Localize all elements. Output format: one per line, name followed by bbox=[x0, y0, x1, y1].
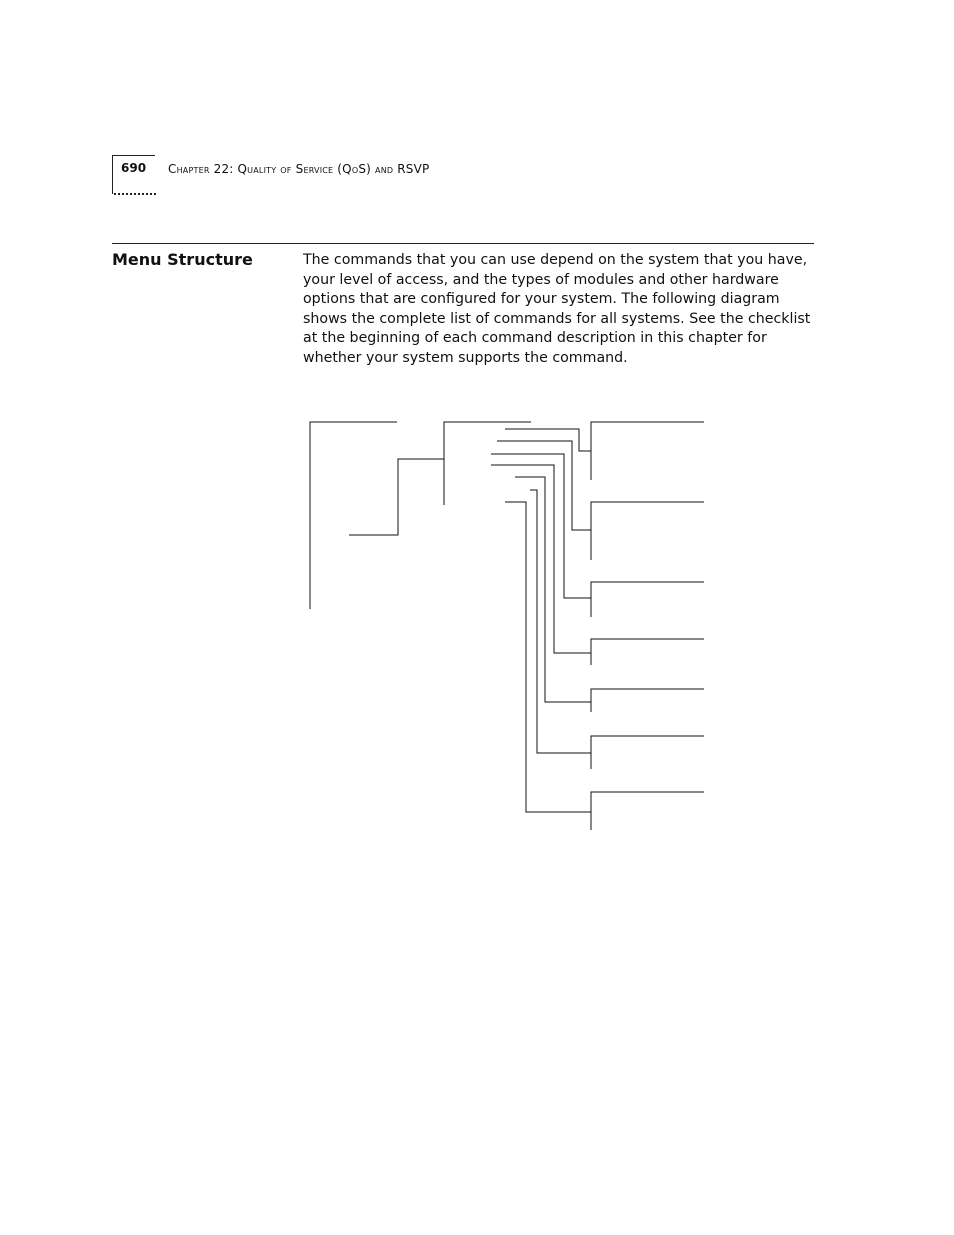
submenu-bracket-5 bbox=[591, 689, 704, 712]
section-title: Menu Structure bbox=[112, 250, 253, 269]
connector-3 bbox=[491, 454, 591, 598]
submenu-bracket-1 bbox=[591, 422, 704, 480]
connector-6 bbox=[530, 490, 591, 753]
submenu-bracket-3 bbox=[591, 582, 704, 617]
page-number: 690 bbox=[121, 161, 147, 175]
submenu-bracket-4 bbox=[591, 639, 704, 665]
level2-bracket bbox=[444, 422, 531, 505]
connector-7 bbox=[505, 502, 591, 812]
submenu-bracket-7 bbox=[591, 792, 704, 830]
root-child-connector bbox=[349, 459, 444, 535]
root-bracket bbox=[310, 422, 397, 609]
connector-1 bbox=[505, 429, 591, 451]
submenu-bracket-6 bbox=[591, 736, 704, 769]
section-body-text: The commands that you can use depend on the system that you have, your level of access, and the types of modules and other hardware options that are configured for your system. The following diagram shows the complete list of commands for all systems. See the checklist at the beginning of each command description in this chapter for whether your system supports the command. bbox=[303, 252, 811, 366]
chapter-title: Chapter 22: Quality of Service (QoS) and RSVP bbox=[168, 162, 430, 176]
submenu-bracket-2 bbox=[591, 502, 704, 560]
connector-4 bbox=[491, 465, 591, 653]
